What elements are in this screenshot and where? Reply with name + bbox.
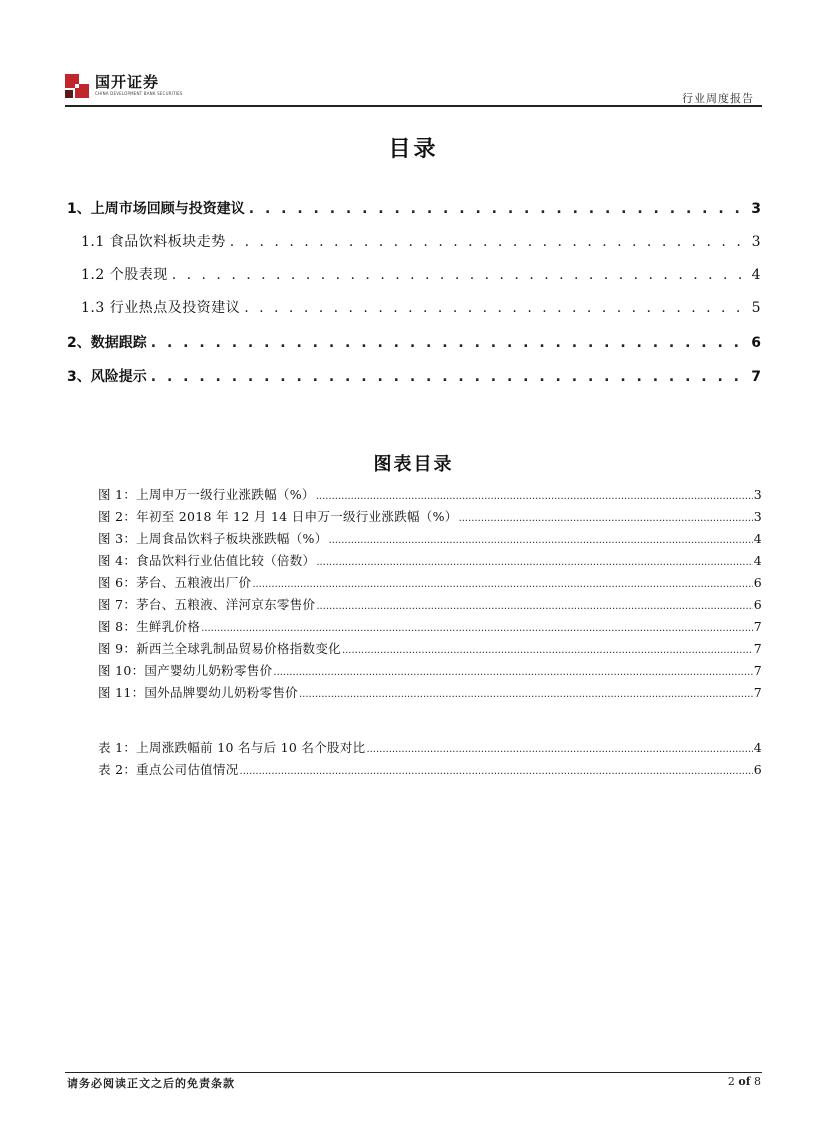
table-leader [240,766,753,777]
toc-entry-page: 3 [751,201,761,217]
figure-entry[interactable] [98,617,762,635]
figure-leader [316,601,752,612]
figure-entry-label: 图 7：茅台、五粮液、洋河京东零售价 [98,597,316,612]
figure-entry-label: 图 8：生鲜乳价格 [98,619,201,634]
toc-leader [230,234,748,250]
toc-entry[interactable] [67,231,761,251]
figure-entry-page: 7 [753,663,762,678]
figure-leader [316,557,752,568]
figure-entry-label: 图 2：年初至 2018 年 12 月 14 日申万一级行业涨跌幅（%） [98,509,458,524]
toc-leader [151,335,748,351]
toc-entry-label: 1.1 食品饮料板块走势 [81,234,226,250]
figure-leader [299,689,753,700]
toc-leader [151,369,748,385]
figure-entry-label: 图 1：上周申万一级行业涨跌幅（%） [98,487,315,502]
figure-leader [316,491,753,502]
table-entry[interactable] [98,760,762,778]
toc-entry[interactable] [67,332,761,352]
figure-entry[interactable] [98,639,762,657]
figure-entry-page: 3 [753,509,762,524]
logo-subtitle: CHINA DEVELOPMENT BANK SECURITIES [95,91,183,96]
figure-entry-page: 3 [753,487,762,502]
logo-mark-icon [65,74,89,98]
page-of: of [738,1075,751,1088]
toc-leader [172,267,748,283]
toc-entry-label: 1.3 行业热点及投资建议 [81,300,241,316]
figure-leader [252,579,752,590]
figure-entry[interactable] [98,485,762,503]
toc-entry-page: 6 [751,335,761,351]
table-entry-page: 6 [753,762,762,777]
toc-entry-page: 4 [751,267,761,283]
table-entry-label: 表 2：重点公司估值情况 [98,762,239,777]
figure-entry-label: 图 3：上周食品饮料子板块涨跌幅（%） [98,531,328,546]
figure-entry[interactable] [98,661,762,679]
figure-entry[interactable] [98,507,762,525]
figure-entry-page: 6 [753,597,762,612]
toc-entry-page: 3 [751,234,761,250]
toc-entry[interactable] [67,198,761,218]
figures-title: 图表目录 [373,454,454,475]
toc-entry[interactable] [67,297,761,317]
figure-entry-label: 图 4：食品饮料行业估值比较（倍数） [98,553,316,568]
figure-entry[interactable] [98,595,762,613]
toc-entry-label: 3、风险提示 [67,369,147,385]
figure-leader [201,623,753,634]
toc-entry[interactable] [67,264,761,284]
header-divider [65,105,762,107]
page-header [65,70,762,107]
page-number [728,1075,761,1088]
figure-entry[interactable] [98,683,762,701]
toc-leader [244,300,747,316]
footer-disclaimer: 请务必阅读正文之后的免责条款 [67,1077,235,1090]
table-entry-label: 表 1：上周涨跌幅前 10 名与后 10 名个股对比 [98,740,366,755]
figure-entry-label: 图 9：新西兰全球乳制品贸易价格指数变化 [98,641,341,656]
figure-leader [342,645,753,656]
toc-entry-page: 7 [751,369,761,385]
report-type: 行业周度报告 [682,92,754,105]
figure-entry-page: 7 [753,685,762,700]
figure-entry-page: 4 [753,531,762,546]
toc-entry-label: 2、数据跟踪 [67,335,147,351]
page-total: 8 [754,1075,761,1088]
company-logo [65,74,183,98]
figure-entry-label: 图 10：国产婴幼儿奶粉零售价 [98,663,273,678]
table-entry[interactable] [98,738,762,756]
logo-name: 国开证券 [95,73,160,91]
figure-leader [273,667,752,678]
figure-entry-label: 图 6：茅台、五粮液出厂价 [98,575,252,590]
toc-entry-label: 1、上周市场回顾与投资建议 [67,201,245,217]
toc-title: 目录 [388,137,439,162]
figure-entry-label: 图 11：国外品牌婴幼儿奶粉零售价 [98,685,298,700]
toc-entry[interactable] [67,366,761,386]
toc-entry-page: 5 [751,300,761,316]
table-entry-page: 4 [753,740,762,755]
figure-entry[interactable] [98,551,762,569]
figure-leader [329,535,753,546]
figure-entry[interactable] [98,529,762,547]
figure-entry-page: 4 [753,553,762,568]
figure-entry-page: 7 [753,619,762,634]
figure-leader [459,513,753,524]
table-leader [366,744,752,755]
figure-entry-page: 6 [753,575,762,590]
figure-entry-page: 7 [753,641,762,656]
toc-leader [249,201,748,217]
figure-entry[interactable] [98,573,762,591]
page-current: 2 [727,1075,735,1088]
footer-divider [65,1072,762,1073]
toc-entry-label: 1.2 个股表现 [81,267,168,283]
